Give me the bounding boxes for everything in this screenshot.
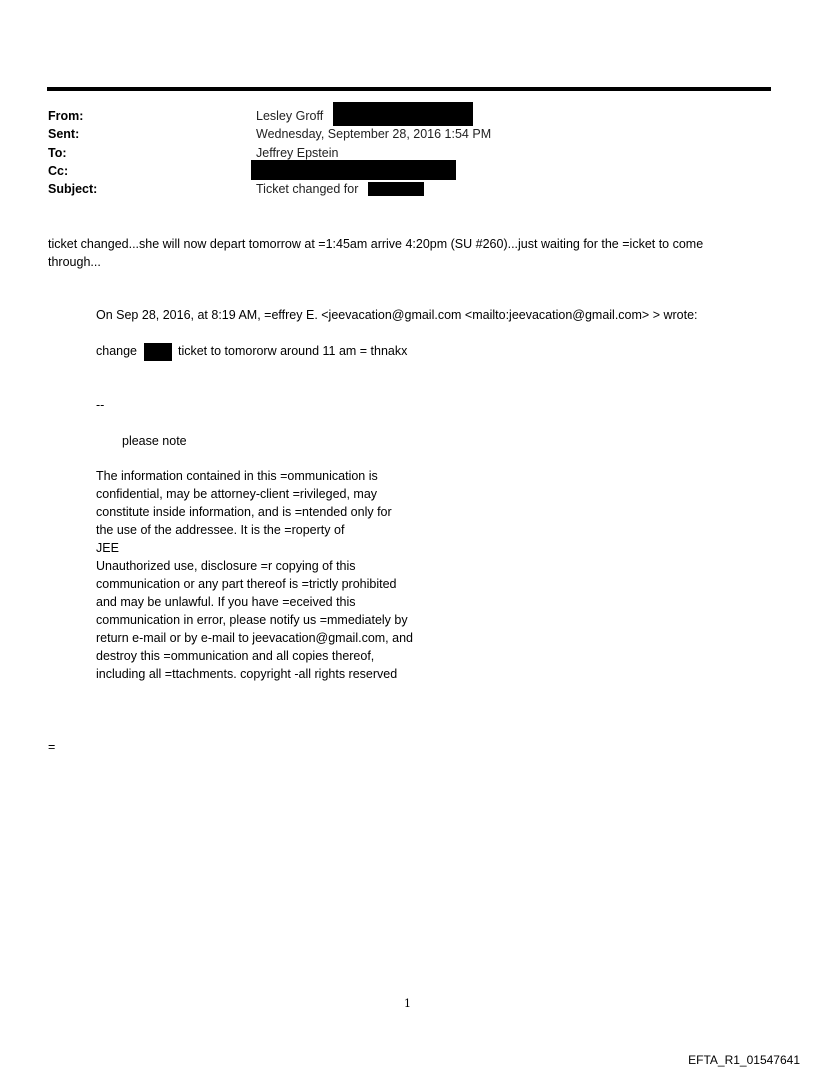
cc-label: Cc:	[48, 164, 69, 178]
body-line-1: ticket changed...she will now depart tomorrow at =1:45am arrive 4:20pm (SU #260)...just waiting for the =icket to come	[48, 237, 704, 251]
cc-redaction	[251, 160, 456, 180]
to-value: Jeffrey Epstein	[256, 146, 339, 160]
from-value	[256, 108, 323, 124]
quote-rest: ticket to tomororw around 11 am = thnakx	[177, 344, 408, 358]
sent-value: Wednesday, September 28, 2016 1:54 PM	[256, 127, 492, 141]
quote-intro: On Sep 28, 2016, at 8:19 AM, =effrey E. <jeevacation@gmail.com <mailto:jeevacation@gmail.com> > wrote:	[96, 308, 698, 322]
subject-value: Ticket changed for	[256, 182, 359, 196]
subject-label: Subject:	[48, 182, 98, 196]
quote-change-word: change	[96, 344, 138, 358]
from-redaction	[333, 102, 473, 126]
sent-label: Sent:	[48, 127, 80, 141]
signature-separator: --	[96, 398, 105, 412]
body-line-2: through...	[48, 255, 101, 269]
to-label: To:	[48, 146, 67, 160]
header-rule	[47, 87, 771, 91]
from-name: Lesley Groff	[256, 109, 324, 123]
page-number: 1	[404, 997, 411, 1010]
disclaimer: The information contained in this =ommunication is confidential, may be attorney-client =rivileged, may constitute inside information, and is =ntended only for the use of the addressee. It is the =roperty of JEE Unauthorized use, disclosure =r copying of this communication or any part thereof is =trictly prohibited and may be unlawful. If you have =eceived this communication in error, please notify us =mmediately by return e-mail or by e-mail to jeevacation@gmail.com, and destroy this =ommunication and all copies thereof, including all =ttachments. copyright -all rights reserved	[96, 469, 413, 681]
from-label: From:	[48, 109, 84, 123]
quote-change-line	[96, 342, 407, 361]
document-id: EFTA_R1_01547641	[688, 1053, 800, 1067]
trailing-equals: =	[48, 740, 56, 754]
subject-redaction	[368, 182, 424, 196]
please-note: please note	[122, 434, 187, 448]
quote-redaction	[144, 343, 172, 361]
